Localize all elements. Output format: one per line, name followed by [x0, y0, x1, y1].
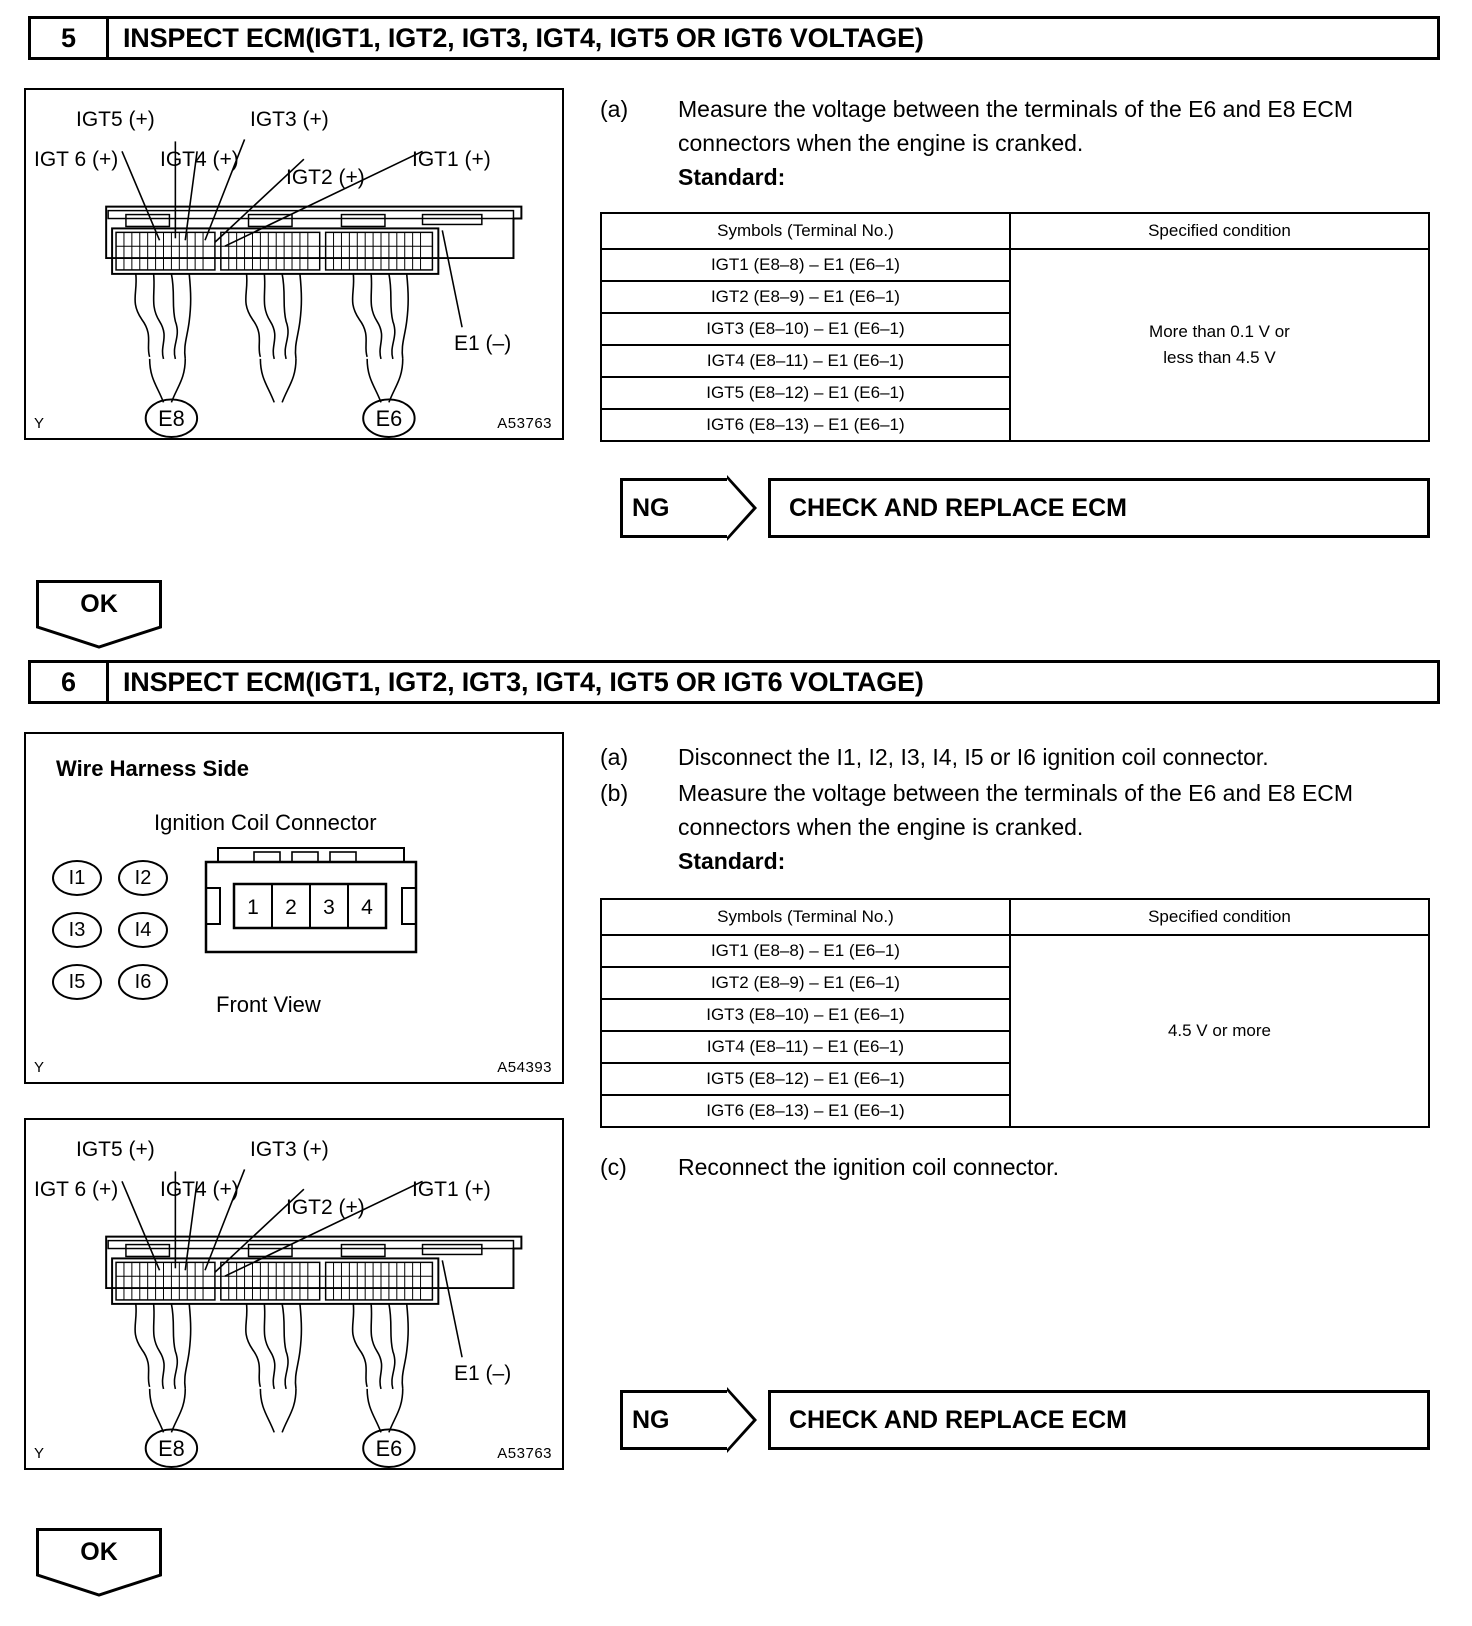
figure-ecm-connector-top	[24, 88, 564, 440]
step-6-ok-tag	[36, 1528, 162, 1574]
step-5-instruction-a-text: Measure the voltage between the terminals of the E6 and E8 ECM connectors when the engine is cranked.	[678, 96, 1354, 156]
ng-arrow-fill	[727, 1391, 753, 1449]
step-6-ng-result	[620, 1390, 1430, 1450]
table-row	[601, 249, 1429, 281]
cell-symbol: IGT3 (E8–10) – E1 (E6–1)	[601, 999, 1010, 1031]
figure-wire-harness-side	[24, 732, 564, 1084]
label-igt1: IGT1 (+)	[412, 1178, 491, 1201]
coil-label-i6: I6	[118, 964, 168, 1000]
step-6-number: 6	[31, 663, 109, 701]
step-6-ok-label: OK	[36, 1528, 162, 1574]
step-5-ng-result	[620, 478, 1430, 538]
svg-text:E6: E6	[375, 406, 403, 432]
connector-front-view-drawing	[196, 844, 426, 984]
label-igt2: IGT2 (+)	[286, 1196, 365, 1219]
table-header-row	[601, 899, 1429, 935]
svg-text:E8: E8	[158, 406, 185, 432]
column-header-symbols: Symbols (Terminal No.)	[601, 899, 1010, 935]
ng-arrow-fill	[727, 479, 753, 537]
step-5-header	[28, 16, 1440, 60]
svg-text:2: 2	[285, 896, 297, 919]
coil-label-i5: I5	[52, 964, 102, 1000]
figure-corner-mark: Y	[34, 415, 45, 432]
label-e1: E1 (–)	[454, 332, 512, 355]
ecm-connector-illustration	[26, 1120, 562, 1468]
table-row	[601, 935, 1429, 967]
cell-symbol: IGT1 (E8–8) – E1 (E6–1)	[601, 935, 1010, 967]
step-5-standard-label: Standard:	[678, 164, 786, 190]
step-6-header	[28, 660, 1440, 704]
step-6-ng-action: CHECK AND REPLACE ECM	[768, 1390, 1430, 1450]
step-6-instruction-b	[600, 776, 1436, 844]
figure-code: A54393	[497, 1059, 552, 1076]
svg-text:4: 4	[361, 896, 373, 919]
step-6-ng-tag: NG	[620, 1390, 730, 1450]
cell-symbol: IGT6 (E8–13) – E1 (E6–1)	[601, 409, 1010, 441]
condition-line-2: less than 4.5 V	[1163, 348, 1276, 367]
cell-symbol: IGT5 (E8–12) – E1 (E6–1)	[601, 377, 1010, 409]
figure-ecm-connector-bottom	[24, 1118, 564, 1470]
step-6-instruction-c-label: (c)	[600, 1154, 627, 1180]
coil-label-i3: I3	[52, 912, 102, 948]
figure-corner-mark: Y	[34, 1059, 45, 1076]
cell-condition	[1010, 249, 1429, 441]
ecm-connector-illustration	[26, 90, 562, 438]
coil-label-i1: I1	[52, 860, 102, 896]
step-6-instruction-b-label: (b)	[600, 780, 629, 806]
label-igt4: IGT4 (+)	[160, 148, 239, 171]
step-6-instruction-c	[600, 1150, 1436, 1184]
column-header-condition: Specified condition	[1010, 899, 1429, 935]
step-6-instruction-b-text: Measure the voltage between the terminals of the E6 and E8 ECM connectors when the engine is cranked.	[678, 780, 1354, 840]
table-header-row	[601, 213, 1429, 249]
label-igt6: IGT 6 (+)	[34, 148, 119, 171]
ok-arrow-point	[36, 623, 162, 649]
step-5-number: 5	[31, 19, 109, 57]
figure-code: A53763	[497, 415, 552, 432]
ok-arrow-point	[36, 1571, 162, 1597]
step-5-instruction-a-label: (a)	[600, 96, 629, 122]
step-5-ng-action: CHECK AND REPLACE ECM	[768, 478, 1430, 538]
svg-text:1: 1	[247, 896, 259, 919]
label-e1: E1 (–)	[454, 1362, 512, 1385]
step-6-spec-table	[600, 898, 1430, 1128]
cell-symbol: IGT1 (E8–8) – E1 (E6–1)	[601, 249, 1010, 281]
cell-symbol: IGT5 (E8–12) – E1 (E6–1)	[601, 1063, 1010, 1095]
label-igt6: IGT 6 (+)	[34, 1178, 119, 1201]
cell-symbol: IGT3 (E8–10) – E1 (E6–1)	[601, 313, 1010, 345]
label-igt2: IGT2 (+)	[286, 166, 365, 189]
step-5-ok-tag	[36, 580, 162, 626]
column-header-condition: Specified condition	[1010, 213, 1429, 249]
svg-text:E8: E8	[158, 1436, 185, 1462]
figure-corner-mark: Y	[34, 1445, 45, 1462]
step-5-spec-table	[600, 212, 1430, 442]
step-6-instruction-a-text: Disconnect the I1, I2, I3, I4, I5 or I6 ignition coil connector.	[678, 744, 1269, 770]
cell-symbol: IGT4 (E8–11) – E1 (E6–1)	[601, 345, 1010, 377]
step-6-instruction-c-text: Reconnect the ignition coil connector.	[678, 1154, 1060, 1180]
condition-line-1: More than 0.1 V or	[1149, 322, 1290, 341]
figure-code: A53763	[497, 1445, 552, 1462]
front-view-label: Front View	[216, 992, 321, 1017]
step-5-title: INSPECT ECM(IGT1, IGT2, IGT3, IGT4, IGT5 OR IGT6 VOLTAGE)	[123, 22, 924, 53]
step-6-standard-label: Standard:	[678, 848, 786, 874]
step-5-ok-label: OK	[36, 580, 162, 626]
svg-text:3: 3	[323, 896, 335, 919]
step-5-ng-tag: NG	[620, 478, 730, 538]
cell-symbol: IGT6 (E8–13) – E1 (E6–1)	[601, 1095, 1010, 1127]
column-header-symbols: Symbols (Terminal No.)	[601, 213, 1010, 249]
step-6-title: INSPECT ECM(IGT1, IGT2, IGT3, IGT4, IGT5 OR IGT6 VOLTAGE)	[123, 666, 924, 697]
step-5-instruction-a	[600, 92, 1430, 160]
label-igt3: IGT3 (+)	[250, 108, 329, 131]
coil-label-i2: I2	[118, 860, 168, 896]
svg-text:E6: E6	[375, 1436, 403, 1462]
coil-label-i4: I4	[118, 912, 168, 948]
cell-symbol: IGT2 (E8–9) – E1 (E6–1)	[601, 281, 1010, 313]
label-igt5: IGT5 (+)	[76, 108, 155, 131]
label-igt5: IGT5 (+)	[76, 1138, 155, 1161]
wire-harness-title: Wire Harness Side	[56, 756, 249, 781]
label-igt4: IGT4 (+)	[160, 1178, 239, 1201]
label-igt3: IGT3 (+)	[250, 1138, 329, 1161]
cell-symbol: IGT2 (E8–9) – E1 (E6–1)	[601, 967, 1010, 999]
ignition-coil-connector-title: Ignition Coil Connector	[154, 810, 377, 835]
step-6-instruction-a-label: (a)	[600, 744, 629, 770]
label-igt1: IGT1 (+)	[412, 148, 491, 171]
step-6-instruction-a	[600, 740, 1436, 774]
cell-condition: 4.5 V or more	[1010, 935, 1429, 1127]
cell-symbol: IGT4 (E8–11) – E1 (E6–1)	[601, 1031, 1010, 1063]
